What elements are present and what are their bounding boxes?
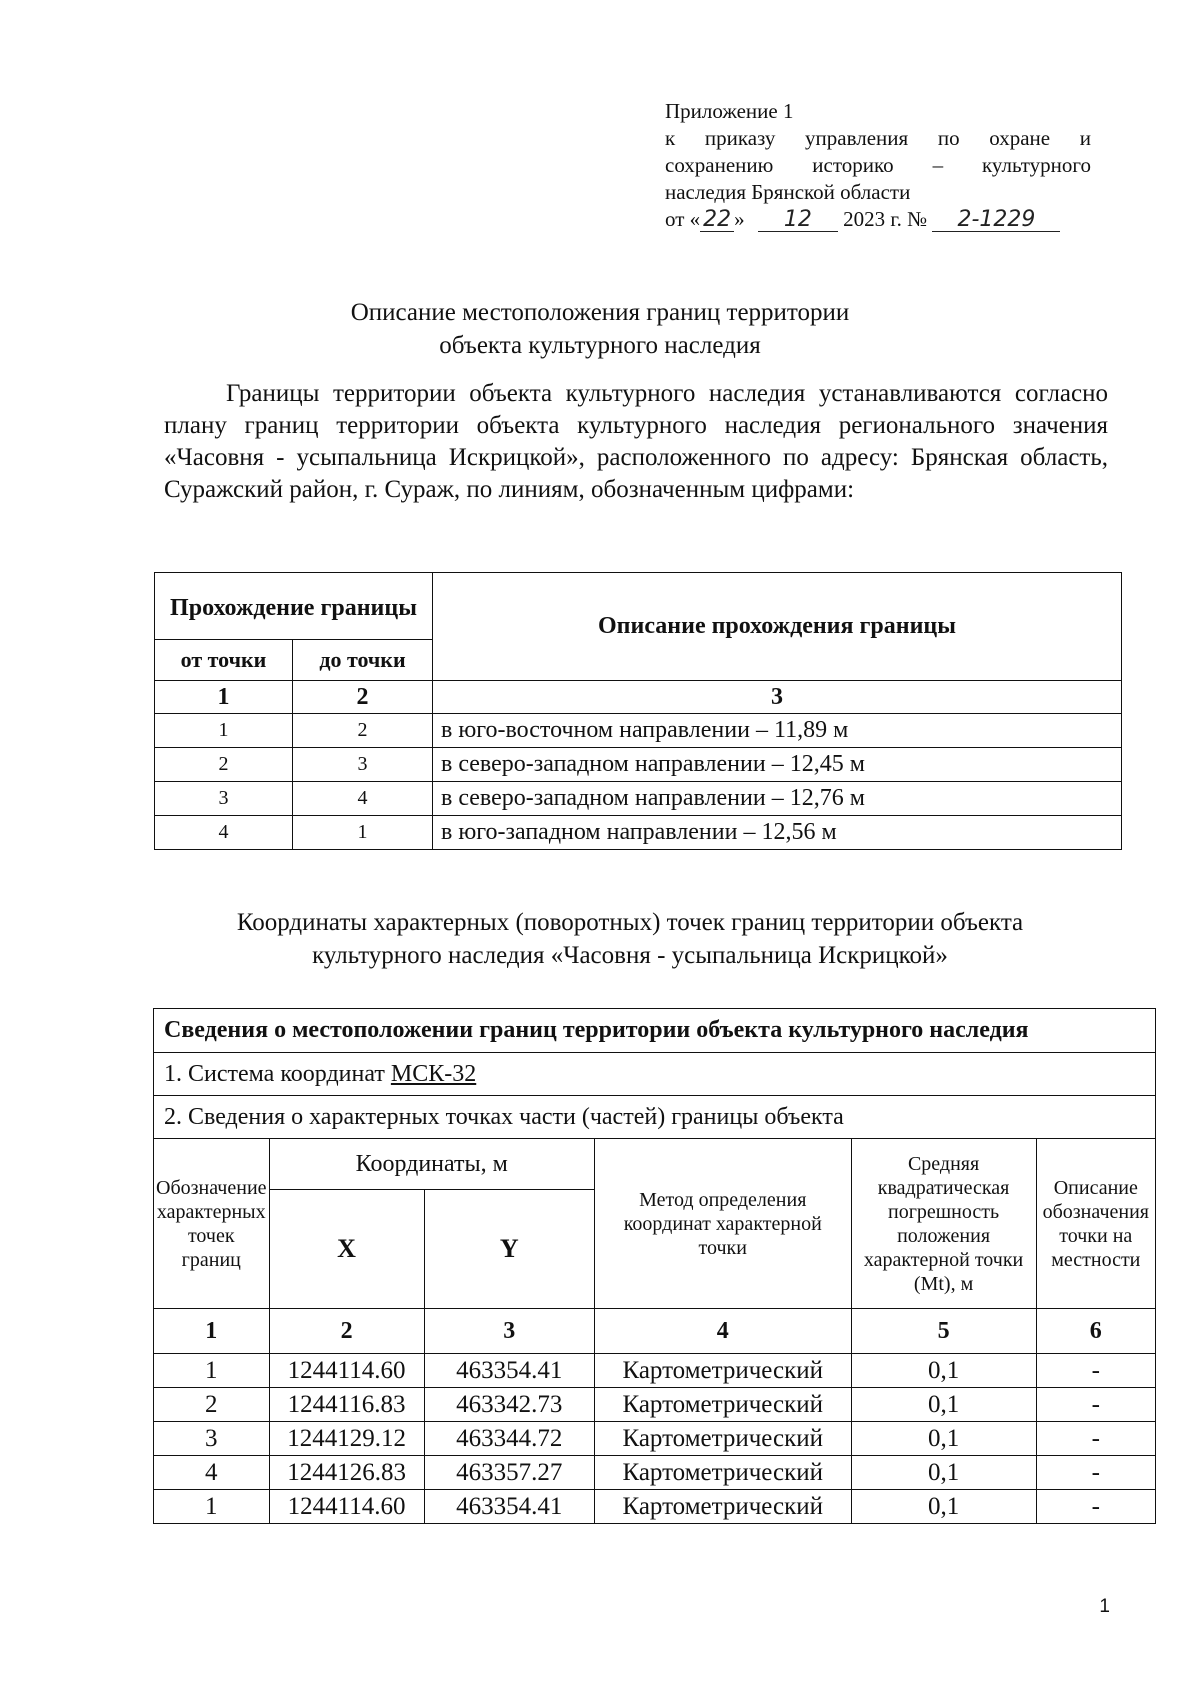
point-x: 1244114.60 xyxy=(269,1490,424,1524)
col-num-3: 3 xyxy=(433,681,1122,714)
col-num-1: 1 xyxy=(155,681,293,714)
header-x: X xyxy=(269,1190,424,1309)
point-number: 2 xyxy=(154,1388,270,1422)
point-error: 0,1 xyxy=(851,1422,1036,1456)
point-method: Картометрический xyxy=(594,1490,851,1524)
point-x: 1244129.12 xyxy=(269,1422,424,1456)
table-row xyxy=(155,748,1122,782)
point-description: - xyxy=(1036,1422,1155,1456)
appendix-order-line: к приказу управления по охране и xyxy=(665,126,1091,150)
header-boundary-passage: Прохождение границы xyxy=(155,573,433,640)
appendix-title: Приложение 1 xyxy=(665,99,794,123)
passage-description: в юго-восточном направлении – 11,89 м xyxy=(433,714,1122,748)
table-row xyxy=(154,1388,1156,1422)
point-error: 0,1 xyxy=(851,1456,1036,1490)
appendix-region-line: наследия Брянской области xyxy=(665,180,911,204)
point-description: - xyxy=(1036,1490,1155,1524)
coordinates-heading: Сведения о местоположении границ территории объекта культурного наследия xyxy=(154,1009,1156,1053)
col-num-2: 2 xyxy=(293,681,433,714)
point-number: 1 xyxy=(154,1490,270,1524)
point-number: 3 xyxy=(154,1422,270,1456)
page-number: 1 xyxy=(1099,1596,1110,1617)
order-number: 2-1229 xyxy=(932,209,1060,232)
from-point: 4 xyxy=(155,816,293,850)
header-designation: Обозначение характерных точек границ xyxy=(154,1139,270,1309)
col-num-3: 3 xyxy=(424,1309,594,1354)
point-description: - xyxy=(1036,1388,1155,1422)
point-number: 4 xyxy=(154,1456,270,1490)
coordinates-table xyxy=(153,1008,1156,1524)
header-boundary-description: Описание прохождения границы xyxy=(433,573,1122,681)
point-y: 463342.73 xyxy=(424,1388,594,1422)
point-method: Картометрический xyxy=(594,1354,851,1388)
table-row xyxy=(154,1456,1156,1490)
coordinates-title xyxy=(30,906,1200,972)
table-row xyxy=(155,714,1122,748)
point-x: 1244114.60 xyxy=(269,1354,424,1388)
point-method: Картометрический xyxy=(594,1456,851,1490)
coordinate-system-value: МСК-32 xyxy=(390,1060,477,1087)
passage-description: в северо-западном направлении – 12,45 м xyxy=(433,748,1122,782)
boundary-description-table xyxy=(154,572,1122,850)
passage-description: в северо-западном направлении – 12,76 м xyxy=(433,782,1122,816)
point-error: 0,1 xyxy=(851,1388,1036,1422)
title-line-1: Описание местоположения границ территории xyxy=(350,299,850,326)
point-y: 463354.41 xyxy=(424,1490,594,1524)
from-point: 1 xyxy=(155,714,293,748)
point-y: 463344.72 xyxy=(424,1422,594,1456)
point-error: 0,1 xyxy=(851,1490,1036,1524)
header-coordinates: Координаты, м xyxy=(269,1139,594,1190)
col-num-1: 1 xyxy=(154,1309,270,1354)
table-row xyxy=(154,1490,1156,1524)
coordinate-system-row xyxy=(154,1053,1156,1096)
header-y: Y xyxy=(424,1190,594,1309)
point-x: 1244126.83 xyxy=(269,1456,424,1490)
intro-text: Границы территории объекта культурного наследия устанавливаются согласно плану границ территории объекта культурного наследия регионального значения «Часовня - усыпальница Искрицкой», расположенного по адресу: Брянская область, Суражский район, г. Сураж, по линиям, обозначенным цифрами: xyxy=(164,380,1108,503)
point-method: Картометрический xyxy=(594,1388,851,1422)
title-line-2: объекта культурного наследия xyxy=(439,332,761,359)
from-point: 3 xyxy=(155,782,293,816)
point-description: - xyxy=(1036,1456,1155,1490)
document-title xyxy=(0,296,1200,362)
col-num-4: 4 xyxy=(594,1309,851,1354)
header-error: Средняя квадратическая погрешность положения характерной точки (Mt), м xyxy=(851,1139,1036,1309)
table-row xyxy=(155,816,1122,850)
point-method: Картометрический xyxy=(594,1422,851,1456)
to-point: 1 xyxy=(293,816,433,850)
point-error: 0,1 xyxy=(851,1354,1036,1388)
to-point: 2 xyxy=(293,714,433,748)
date-day: 22 xyxy=(700,209,734,232)
header-from-point: от точки xyxy=(155,640,293,681)
points-info-row: 2. Сведения о характерных точках части (частей) границы объекта xyxy=(154,1096,1156,1139)
table-row xyxy=(154,1422,1156,1456)
date-year: 2023 г. № xyxy=(843,207,928,231)
to-point: 4 xyxy=(293,782,433,816)
coordinates-title-line-2: культурного наследия «Часовня - усыпальница Искрицкой» xyxy=(312,942,948,969)
table-row xyxy=(155,782,1122,816)
appendix-header xyxy=(665,98,1091,233)
table-row xyxy=(154,1354,1156,1388)
col-num-5: 5 xyxy=(851,1309,1036,1354)
passage-description: в юго-западном направлении – 12,56 м xyxy=(433,816,1122,850)
date-prefix: от « xyxy=(665,207,701,231)
appendix-date-line xyxy=(665,206,1091,233)
date-month: 12 xyxy=(758,209,838,232)
point-number: 1 xyxy=(154,1354,270,1388)
point-description: - xyxy=(1036,1354,1155,1388)
from-point: 2 xyxy=(155,748,293,782)
col-num-6: 6 xyxy=(1036,1309,1155,1354)
point-y: 463354.41 xyxy=(424,1354,594,1388)
appendix-authority-line: сохранению историко – культурного xyxy=(665,153,1091,177)
coordinate-system-label: 1. Система координат xyxy=(164,1060,385,1087)
point-y: 463357.27 xyxy=(424,1456,594,1490)
header-to-point: до точки xyxy=(293,640,433,681)
header-point-description: Описание обозначения точки на местности xyxy=(1036,1139,1155,1309)
point-x: 1244116.83 xyxy=(269,1388,424,1422)
col-num-2: 2 xyxy=(269,1309,424,1354)
intro-paragraph xyxy=(164,378,1108,506)
date-mid: » xyxy=(734,207,745,231)
coordinates-title-line-1: Координаты характерных (поворотных) точек границ территории объекта xyxy=(236,909,1024,936)
to-point: 3 xyxy=(293,748,433,782)
header-method: Метод определения координат характерной точки xyxy=(594,1139,851,1309)
